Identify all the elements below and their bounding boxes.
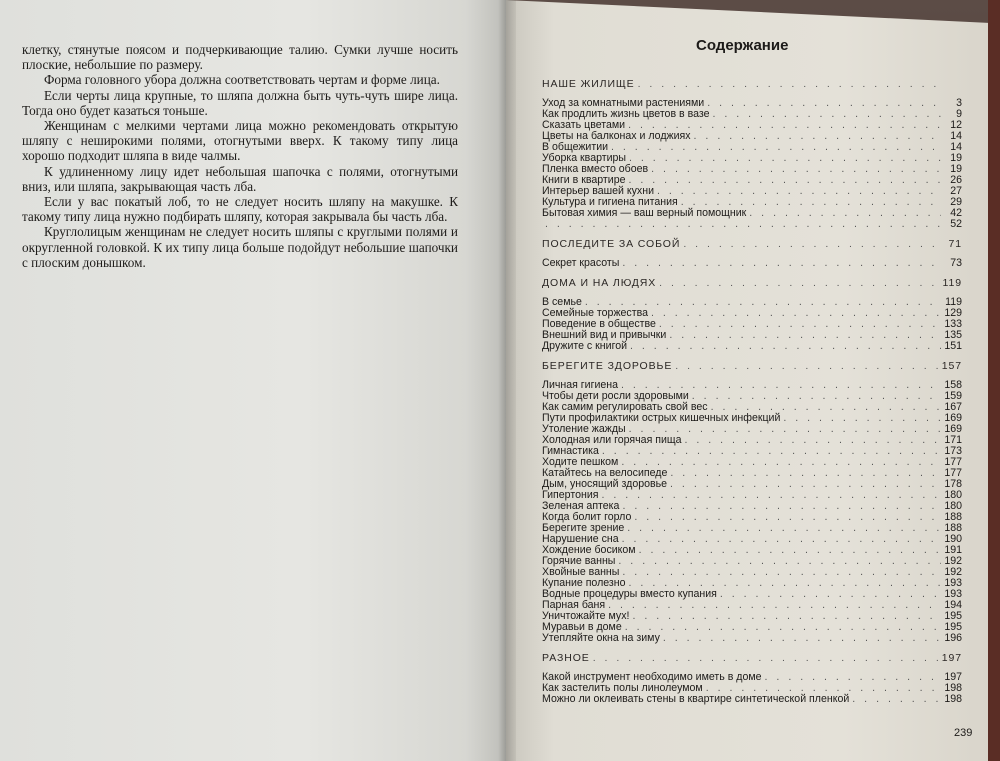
section-heading-label: НАШЕ ЖИЛИЩЕ: [542, 78, 635, 90]
toc-entry-page: 133: [944, 318, 962, 330]
toc-entry-page: 196: [944, 632, 962, 644]
paragraph: Круглолицым женщинам не следует носить шляпы с круглыми полями и округленной головкой. К их типу лица больше подойдут небольшие шапочки с плоским донышком.: [22, 224, 458, 270]
toc-entry-page: 197: [944, 671, 962, 683]
toc-entry-label: Уборка квартиры: [542, 152, 627, 164]
toc-entry-label: Цветы на балконах и лоджиях: [542, 130, 691, 142]
toc-entry-label: Гипертония: [542, 489, 599, 501]
toc-entry-page: 12: [950, 119, 962, 131]
book-cover-edge: [988, 0, 1000, 761]
dot-leader: [628, 175, 941, 186]
toc-entry-label: Секрет красоты: [542, 257, 620, 269]
dot-leader: [622, 258, 941, 269]
dot-leader: [852, 694, 941, 705]
section-page-number: 119: [942, 277, 962, 289]
toc-entry-label: Когда болит горло: [542, 511, 632, 523]
toc-section: [542, 277, 962, 352]
toc-entry-page: 178: [944, 478, 962, 490]
toc-section-heading: [542, 652, 962, 666]
toc-entry-label: Книги в квартире: [542, 174, 626, 186]
toc-entry-page: 180: [944, 500, 962, 512]
toc-entry-label: Как застелить полы линолеумом: [542, 682, 703, 694]
toc-entry-page: 171: [944, 434, 962, 446]
toc-section-heading: [542, 360, 962, 374]
toc-entry-page: 167: [944, 401, 962, 413]
toc-section-heading: [542, 78, 962, 92]
toc-entry-page: 173: [944, 445, 962, 457]
dot-leader: [713, 109, 942, 120]
toc-entry-page: 73: [950, 257, 962, 269]
toc-entry-page: 9: [956, 108, 962, 120]
dot-leader: [634, 512, 941, 523]
table-of-contents: [542, 78, 962, 713]
dot-leader: [593, 652, 939, 664]
toc-entry-label: Семейные торжества: [542, 307, 648, 319]
toc-entry-label: Дым, уносящий здоровье: [542, 478, 668, 490]
toc-entry-page: 151: [944, 340, 962, 352]
book-gutter: [498, 0, 516, 761]
toc-entry-label: Хвойные ванны: [542, 566, 620, 578]
toc-entry-page: 19: [950, 163, 962, 175]
toc-entry: [542, 219, 962, 230]
toc-entry-label: Хождение босиком: [542, 544, 636, 556]
toc-entry-page: 27: [950, 185, 962, 197]
section-page-number: 157: [941, 360, 962, 372]
dot-leader: [692, 391, 941, 402]
paragraph: Если у вас покатый лоб, то не следует носить шляпу на макушке. К такому типу лица нужно подбирать шляпу, которая закрывала бы часть лба.: [22, 194, 458, 225]
toc-entry-label: В семье: [542, 296, 582, 308]
dot-leader: [622, 534, 941, 545]
dot-leader: [602, 446, 941, 457]
dot-leader: [622, 567, 941, 578]
toc-entry-label: Пленка вместо обоев: [542, 163, 649, 175]
toc-entry-label: Холодная или горячая пища: [542, 434, 682, 446]
dot-leader: [659, 319, 941, 330]
dot-leader: [707, 98, 941, 109]
paragraph: Если черты лица крупные, то шляпа должна быть чуть-чуть шире лица. Тогда оно будет казаться тоньше.: [22, 87, 458, 118]
toc-entry-label: Катайтесь на велосипеде: [542, 467, 668, 479]
dot-leader: [608, 600, 941, 611]
toc-entry-label: Водные процедуры вместо купания: [542, 588, 717, 600]
toc-entry-label: Муравьи в доме: [542, 621, 622, 633]
dot-leader: [663, 633, 941, 644]
toc-entry-label: Какой инструмент необходимо иметь в доме: [542, 671, 762, 683]
section-heading-label: РАЗНОЕ: [542, 652, 590, 664]
dot-leader: [685, 435, 941, 446]
toc-entry-label: Уход за комнатными растениями: [542, 97, 705, 109]
toc-section: [542, 238, 962, 269]
dot-leader: [625, 622, 941, 633]
toc-entry-label: Как самим регулировать свой вес: [542, 401, 708, 413]
dot-leader: [694, 131, 941, 142]
toc-entry-label: Поведение в обществе: [542, 318, 656, 330]
toc-entry-page: 193: [944, 588, 962, 600]
toc-entry: [542, 479, 962, 490]
toc-section: [542, 78, 962, 230]
dot-leader: [621, 457, 941, 468]
paragraph: К удлиненному лицу идет небольшая шапочка с полями, отогнутыми вниз, или шляпа, закрывающая часть лба.: [22, 163, 458, 194]
toc-entry-label: Внешний вид и привычки: [542, 329, 667, 341]
toc-entry-page: 188: [944, 522, 962, 534]
toc-entry-label: Пути профилактики острых кишечных инфекций: [542, 412, 781, 424]
dot-leader: [670, 479, 941, 490]
dot-leader: [657, 186, 941, 197]
toc-section: [542, 652, 962, 705]
toc-entry-label: Как продлить жизнь цветов в вазе: [542, 108, 710, 120]
toc-section-heading: [542, 238, 962, 252]
toc-entry-label: Утоление жажды: [542, 423, 626, 435]
toc-entry-label: Ходите пешком: [542, 456, 619, 468]
dot-leader: [670, 468, 941, 479]
toc-entry: [542, 589, 962, 600]
dot-leader: [749, 208, 941, 219]
section-heading-label: ДОМА И НА ЛЮДЯХ: [542, 277, 657, 289]
toc-entry-page: 193: [944, 577, 962, 589]
paragraph: Форма головного убора должна соответствовать чертам и форме лица.: [44, 72, 440, 88]
toc-entry-label: Зеленая аптека: [542, 500, 620, 512]
dot-leader: [659, 277, 939, 289]
dot-leader: [601, 490, 941, 501]
toc-entry-page: 29: [950, 196, 962, 208]
section-heading-label: БЕРЕГИТЕ ЗДОРОВЬЕ: [542, 360, 673, 372]
toc-entry-page: 19: [950, 152, 962, 164]
toc-entry-label: Уничтожайте мух!: [542, 610, 630, 622]
toc-section-heading: [542, 277, 962, 291]
toc-entry-page: 14: [950, 141, 962, 153]
toc-entry-page: 188: [944, 511, 962, 523]
toc-entry-page: 169: [944, 423, 962, 435]
toc-entry-page: 180: [944, 489, 962, 501]
toc-entry-label: Нарушение сна: [542, 533, 619, 545]
toc-entry-page: 26: [950, 174, 962, 186]
toc-entry-page: 169: [944, 412, 962, 424]
dot-leader: [545, 219, 941, 230]
toc-entry: [542, 633, 962, 644]
toc-entry-page: 191: [944, 544, 962, 556]
toc-entry-page: 3: [956, 97, 962, 109]
dot-leader: [632, 611, 941, 622]
toc-entry-page: 119: [945, 296, 962, 308]
paragraph: Женщинам с мелкими чертами лица можно рекомендовать открытую шляпу с неширокими полями, отогнутыми вверх. К такому типу лица хорошо подходит шляпа в виде чалмы.: [22, 118, 458, 164]
toc-entry-page: 158: [944, 379, 962, 391]
toc-entry: [542, 258, 962, 269]
dot-leader: [669, 330, 941, 341]
dot-leader: [720, 589, 941, 600]
toc-entry-label: Сказать цветами: [542, 119, 626, 131]
toc-entry-label: В общежитии: [542, 141, 609, 153]
dot-leader: [630, 341, 941, 352]
toc-entry-page: 52: [950, 218, 962, 230]
toc-entry-label: Культура и гигиена питания: [542, 196, 678, 208]
toc-entry-page: 192: [944, 555, 962, 567]
toc-entry-page: 194: [944, 599, 962, 611]
toc-entry: [542, 341, 962, 352]
toc-entry-page: 198: [944, 682, 962, 694]
toc-entry: [542, 435, 962, 446]
toc-entry-label: Дружите с книгой: [542, 340, 628, 352]
toc-entry-page: 177: [944, 467, 962, 479]
toc-entry-page: 159: [944, 390, 962, 402]
toc-entry-label: Можно ли оклеивать стены в квартире синтетической пленкой: [542, 693, 850, 705]
toc-entry: [542, 694, 962, 705]
dot-leader: [651, 308, 941, 319]
dot-leader: [765, 672, 941, 683]
dot-leader: [629, 153, 941, 164]
toc-entry-page: 195: [944, 610, 962, 622]
section-page-number: 71: [948, 238, 962, 250]
dot-leader: [639, 545, 941, 556]
page-number: 239: [954, 727, 973, 739]
toc-title: Содержание: [696, 37, 789, 54]
toc-entry-label: Бытовая химия — ваш верный помощник: [542, 207, 747, 219]
toc-entry-label: Личная гигиена: [542, 379, 619, 391]
toc-entry-page: 177: [944, 456, 962, 468]
toc-section: [542, 360, 962, 644]
dot-leader: [618, 556, 941, 567]
section-page-number: 197: [941, 652, 962, 664]
section-heading-label: ПОСЛЕДИТЕ ЗА СОБОЙ: [542, 238, 681, 250]
toc-entry-page: 129: [944, 307, 962, 319]
toc-entry-label: Парная баня: [542, 599, 606, 611]
toc-entry-page: 190: [944, 533, 962, 545]
dot-leader: [675, 360, 939, 372]
toc-entry-label: Горячие ванны: [542, 555, 616, 567]
paragraph: клетку, стянутые поясом и подчеркивающие талию. Сумки лучше носить плоские, небольшие по размеру.: [22, 42, 458, 73]
dot-leader: [622, 501, 941, 512]
toc-entry-label: Купание полезно: [542, 577, 626, 589]
dot-leader: [638, 78, 941, 90]
toc-entry: [542, 208, 962, 219]
toc-entry-label: Утепляйте окна на зиму: [542, 632, 660, 644]
toc-entry-label: Интерьер вашей кухни: [542, 185, 654, 197]
toc-entry-page: 198: [944, 693, 962, 705]
toc-entry-page: 14: [950, 130, 962, 142]
toc-entry-label: Чтобы дети росли здоровыми: [542, 390, 689, 402]
dot-leader: [783, 413, 941, 424]
left-page-text: [22, 42, 458, 270]
toc-entry-label: Гимнастика: [542, 445, 599, 457]
toc-entry-page: 195: [944, 621, 962, 633]
dot-leader: [651, 164, 941, 175]
toc-entry-page: 192: [944, 566, 962, 578]
toc-entry-label: Берегите зрение: [542, 522, 625, 534]
dot-leader: [627, 523, 941, 534]
dot-leader: [683, 238, 941, 250]
dot-leader: [611, 142, 941, 153]
toc-entry-page: 135: [944, 329, 962, 341]
toc-entry-page: 42: [950, 207, 962, 219]
